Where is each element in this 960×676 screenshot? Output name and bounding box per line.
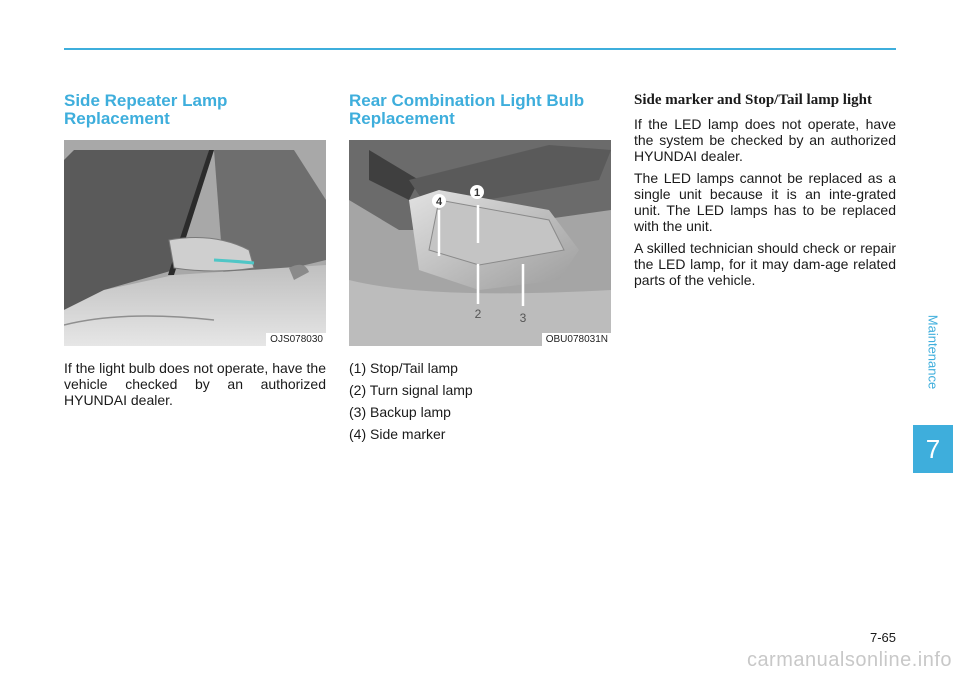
top-rule — [64, 48, 896, 50]
callout-4: 4 — [435, 196, 443, 208]
callout-2: 2 — [474, 307, 482, 321]
rear-combination-figure — [349, 140, 611, 346]
paragraph: The LED lamps cannot be replaced as a single unit because it is an inte-grated unit. The LED lamps has to be replaced with the unit. — [634, 170, 896, 234]
watermark: carmanualsonline.info — [746, 649, 952, 671]
side-repeater-text: If the light bulb does not operate, have the vehicle checked by an authorized HYUNDAI dealer. — [64, 360, 326, 408]
section-title-rear-combination: Rear Combination Light Bulb Replacement — [349, 91, 585, 128]
column-side-repeater — [64, 92, 326, 414]
side-repeater-illustration — [64, 140, 326, 346]
list-item: (3) Backup lamp — [349, 404, 451, 420]
section-title-side-repeater: Side Repeater Lamp Replacement — [64, 91, 228, 128]
paragraph: If the LED lamp does not operate, have the system be checked by an authorized HYUNDAI dealer. — [634, 116, 896, 164]
figure-code-rear-combination: OBU078031N — [542, 333, 611, 346]
list-item: (4) Side marker — [349, 426, 446, 442]
list-item: (2) Turn signal lamp — [349, 382, 473, 398]
paragraph: A skilled technician should check or repair the LED lamp, for it may dam-age related parts of the vehicle. — [634, 240, 896, 288]
page-number: 7-65 — [869, 630, 896, 645]
section-side-label — [913, 282, 953, 422]
callout-3: 3 — [519, 311, 527, 325]
column-side-marker — [634, 92, 896, 294]
chapter-tab: 7 — [913, 425, 953, 473]
column-rear-combination — [349, 92, 611, 448]
subsection-title-side-marker: Side marker and Stop/Tail lamp light — [634, 92, 872, 108]
side-repeater-figure — [64, 140, 326, 346]
figure-code-side-repeater: OJS078030 — [266, 333, 326, 346]
rear-lamp-illustration — [349, 140, 611, 346]
section-label-text: Maintenance — [925, 314, 941, 390]
rear-lamp-list — [349, 360, 611, 442]
callout-1: 1 — [473, 187, 481, 199]
list-item: (1) Stop/Tail lamp — [349, 360, 458, 376]
